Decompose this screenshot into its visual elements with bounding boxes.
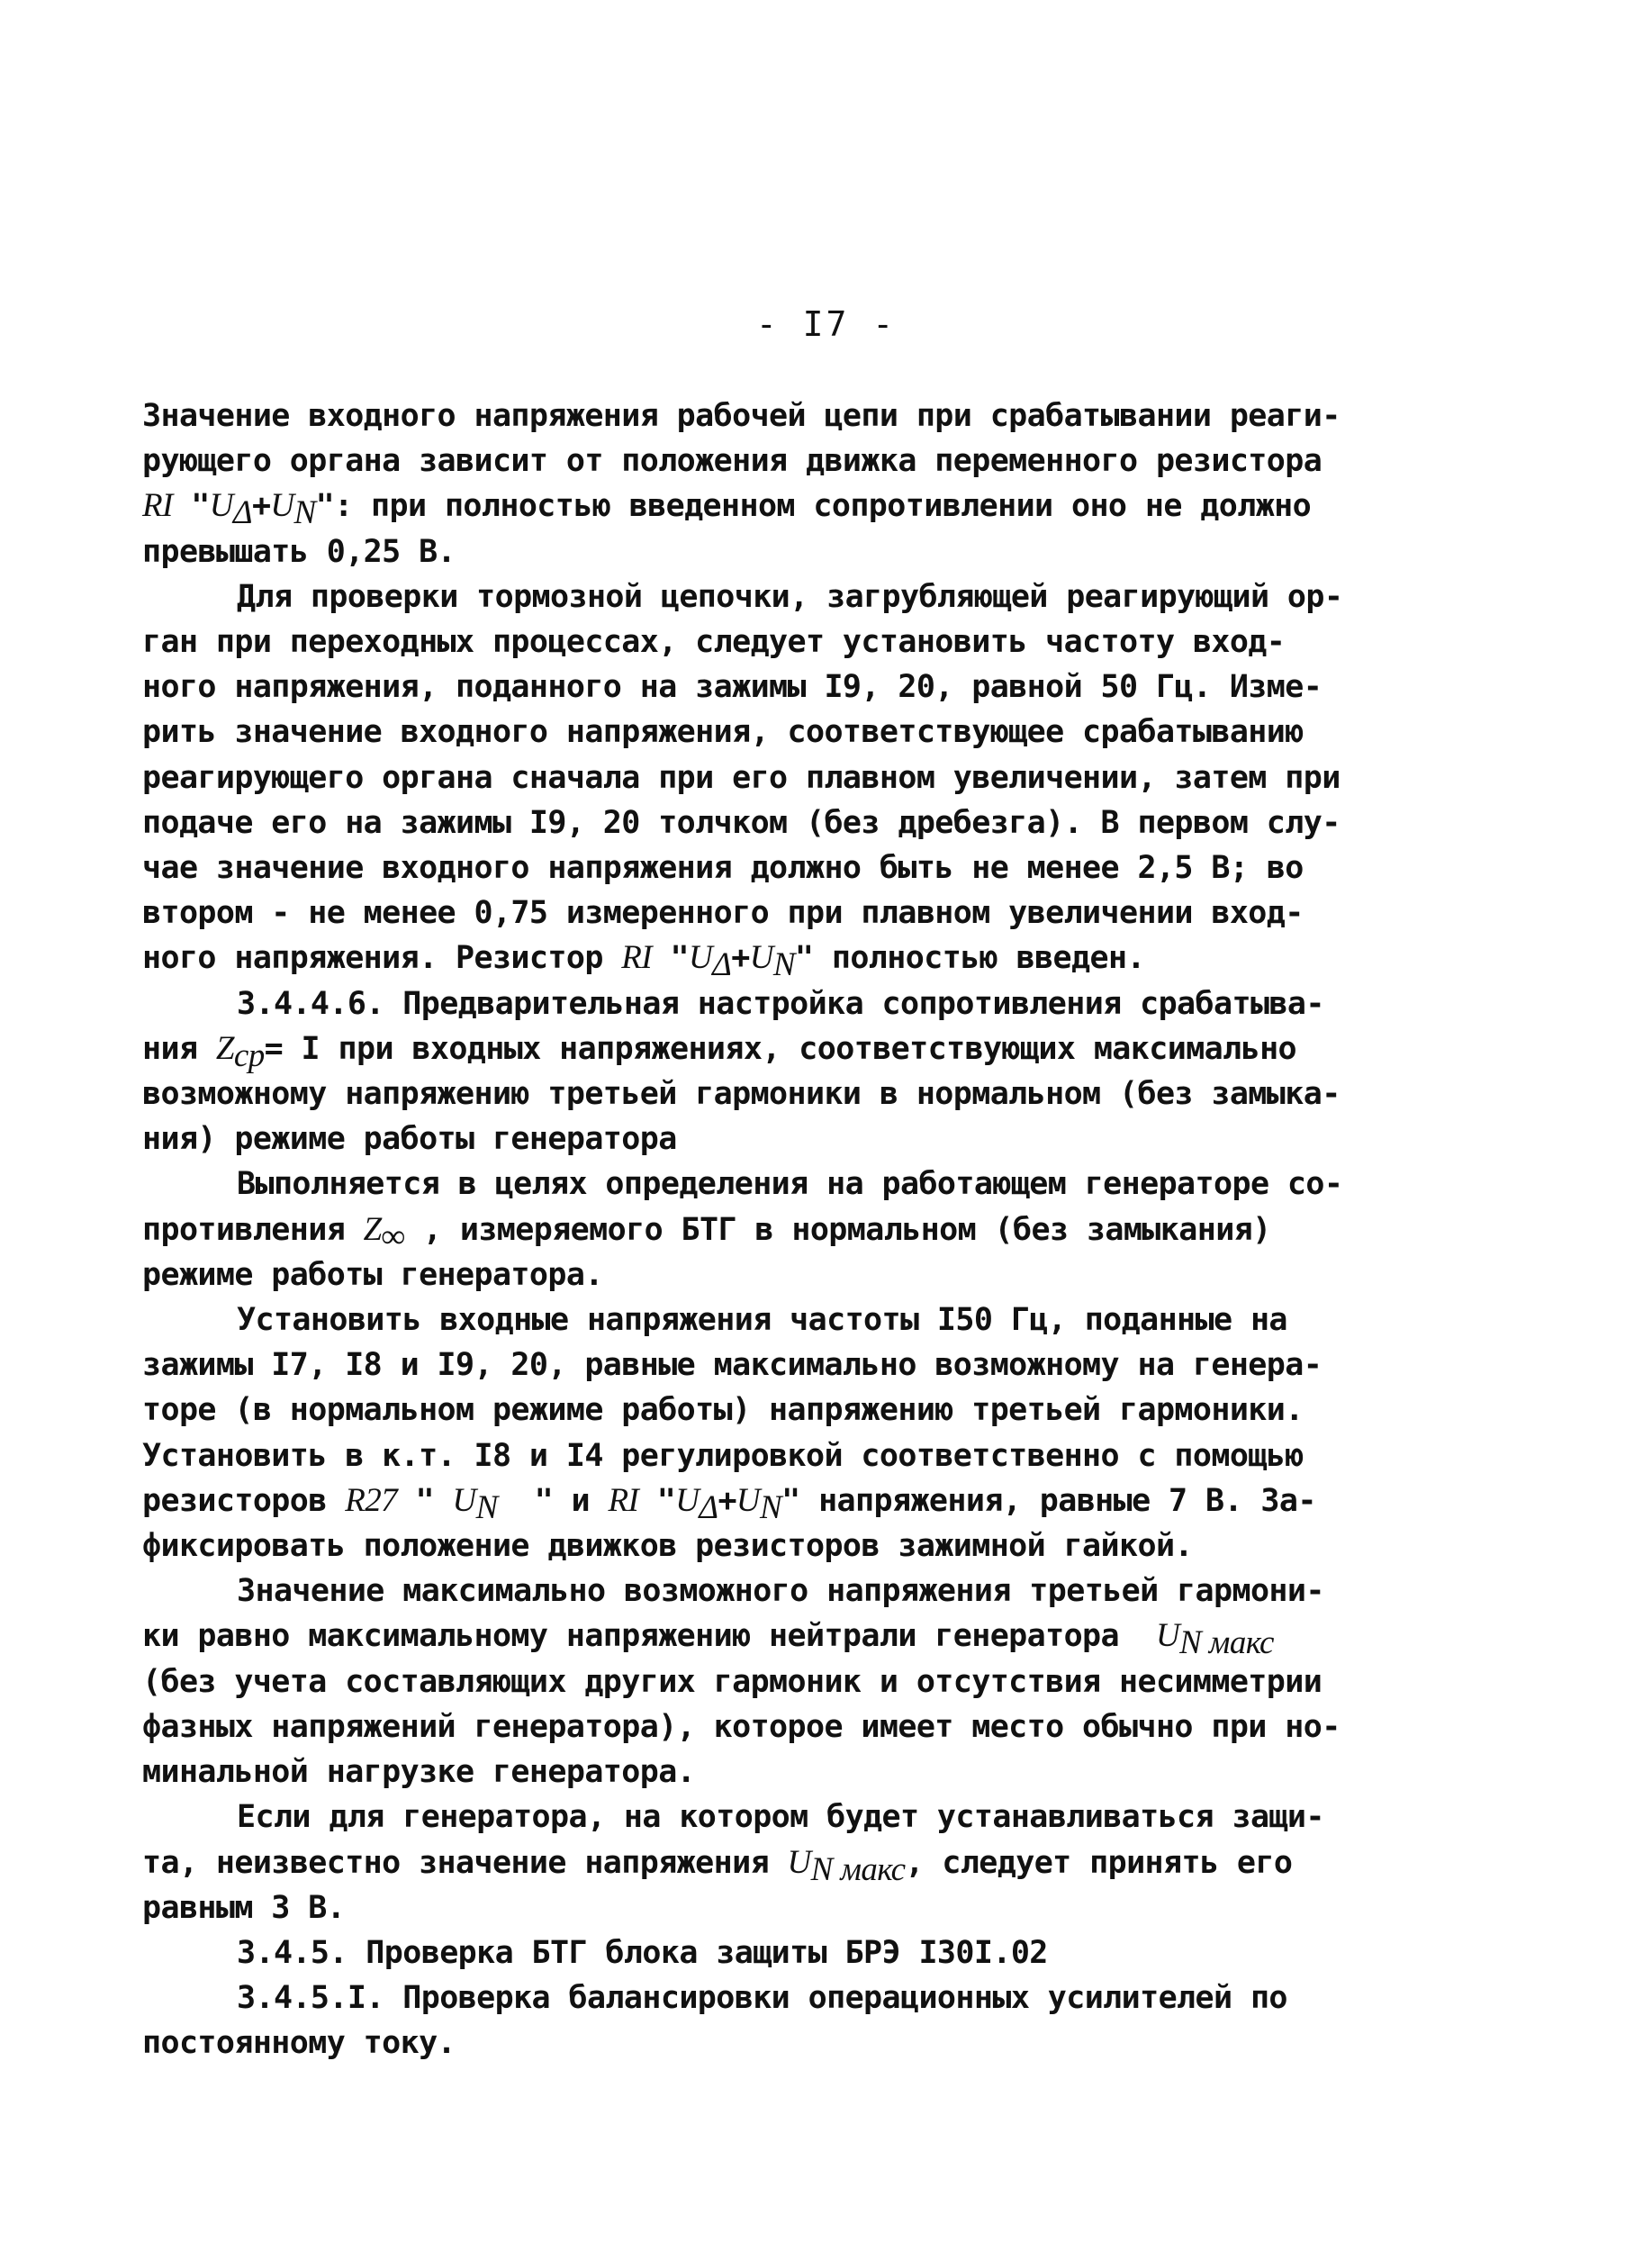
text-segment: втором - не менее 0,75 измеренного при плавном увеличении вход-: [142, 895, 1304, 932]
text-line: [142, 1523, 1349, 1568]
text-line: [142, 1885, 1349, 1930]
text-line: [142, 484, 1349, 532]
text-segment: Для проверки тормозной цепочки, загрубляющей реагирующий ор-: [237, 578, 1343, 615]
text-line: [142, 936, 1349, 984]
text-line: [142, 664, 1349, 710]
formula-subscript: ∞: [381, 1217, 405, 1255]
formula-subscript: N: [293, 494, 316, 532]
formula-symbol: Z: [215, 1029, 234, 1067]
text-segment: чае значение входного напряжения должно быть не менее 2,5 В; во: [142, 850, 1304, 887]
text-segment: Значение входного напряжения рабочей цепи при срабатывании реаги-: [142, 398, 1341, 434]
text-segment: ": [638, 1482, 676, 1519]
text-segment: противления: [142, 1211, 364, 1248]
text-segment: ки равно максимальному напряжению нейтрали генератора: [142, 1618, 1156, 1655]
text-line: [142, 1930, 1349, 1975]
formula-symbol: U: [736, 1481, 761, 1519]
text-line: [142, 845, 1349, 890]
text-segment: Значение максимально возможного напряжения третьей гармони-: [237, 1573, 1324, 1610]
text-line: [142, 1388, 1349, 1433]
text-line: [142, 393, 1349, 438]
text-segment: ": [652, 940, 689, 977]
text-segment: " напряжения, равные 7 В. За-: [781, 1482, 1316, 1519]
text-line: [142, 1704, 1349, 1749]
text-line: [142, 1975, 1349, 2020]
text-segment: " полностью введен.: [794, 940, 1145, 977]
formula-symbol: R27: [345, 1481, 398, 1519]
text-line: [142, 1116, 1349, 1162]
formula-symbol: RI: [608, 1481, 639, 1519]
formula-symbol: RI: [142, 487, 173, 525]
text-line: [142, 1614, 1349, 1662]
formula-symbol: Z: [363, 1210, 382, 1248]
text-line: [142, 619, 1349, 664]
text-segment: рующего органа зависит от положения движка переменного резистора: [142, 443, 1323, 480]
formula-symbol: U: [209, 487, 233, 525]
text-segment: ": [172, 488, 210, 525]
text-line: [142, 1568, 1349, 1614]
formula-subscript: N макс: [810, 1850, 906, 1888]
page-number: - I7 -: [755, 304, 897, 344]
text-segment: фазных напряжений генератора), которое имеет место обычно при но-: [142, 1708, 1341, 1745]
text-line: [142, 2020, 1349, 2066]
text-segment: = I при входных напряжениях, соответствующих максимально: [264, 1030, 1297, 1067]
text-line: [142, 981, 1349, 1026]
formula-symbol: U: [675, 1481, 700, 1519]
formula-subscript: N: [475, 1488, 498, 1526]
text-segment: 3.4.5. Проверка БТГ блока защиты БРЭ I30I.02: [237, 1934, 1048, 1971]
text-line: [142, 1297, 1349, 1342]
text-line: [142, 1433, 1349, 1478]
text-segment: , измеряемого БТГ в нормальном (без замыкания): [404, 1211, 1271, 1248]
text-segment: подаче его на зажимы I9, 20 толчком (без дребезга). В первом слу-: [142, 804, 1341, 841]
text-segment: +: [718, 1482, 736, 1519]
text-line: [142, 1342, 1349, 1388]
text-segment: +: [251, 488, 271, 525]
formula-subscript: N макс: [1179, 1624, 1274, 1662]
text-line: [142, 800, 1349, 845]
text-line: [142, 755, 1349, 800]
text-segment: (без учета составляющих других гармоник и отсутствия несимметрии: [142, 1663, 1323, 1700]
text-segment: ": [397, 1482, 453, 1519]
formula-symbol: U: [787, 1843, 811, 1881]
text-segment: " и: [497, 1482, 609, 1519]
text-segment: зажимы I7, I8 и I9, 20, равные максимально возможному на генера-: [142, 1347, 1323, 1384]
text-segment: Выполняется в целях определения на работающем генераторе со-: [237, 1166, 1343, 1203]
text-segment: +: [731, 940, 750, 977]
text-line: [142, 1840, 1349, 1888]
text-segment: резисторов: [142, 1482, 346, 1519]
text-segment: минальной нагрузке генератора.: [142, 1754, 696, 1791]
formula-symbol: U: [688, 939, 713, 977]
formula-symbol: U: [452, 1481, 476, 1519]
text-segment: торе (в нормальном режиме работы) напряжению третьей гармоники.: [142, 1392, 1304, 1429]
text-segment: возможному напряжению третьей гармоники в нормальном (без замыка-: [142, 1076, 1341, 1113]
text-segment: реагирующего органа сначала при его плавном увеличении, затем при: [142, 759, 1341, 796]
text-line: [142, 1794, 1349, 1840]
document-body: [142, 393, 1349, 2066]
text-line: [142, 1071, 1349, 1116]
text-segment: Если для генератора, на котором будет устанавливаться защи-: [237, 1799, 1324, 1836]
text-line: [142, 574, 1349, 619]
formula-subscript: ср: [233, 1036, 265, 1074]
formula-subscript: Δ: [232, 494, 252, 532]
text-line: [142, 1026, 1349, 1074]
text-segment: 3.4.4.6. Предварительная настройка сопротивления срабатыва-: [237, 985, 1324, 1022]
text-segment: превышать 0,25 В.: [142, 533, 456, 570]
text-line: [142, 1207, 1349, 1255]
text-line: [142, 438, 1349, 484]
text-segment: 3.4.5.I. Проверка балансировки операционных усилителей по: [237, 1980, 1287, 2017]
formula-symbol: U: [1155, 1617, 1180, 1655]
text-line: [142, 529, 1349, 574]
text-segment: ного напряжения, поданного на зажимы I9, 20, равной 50 Гц. Изме-: [142, 669, 1323, 706]
formula-subscript: N: [760, 1488, 782, 1526]
text-segment: равным 3 В.: [142, 1889, 346, 1926]
text-line: [142, 1659, 1349, 1704]
text-segment: Установить в к.т. I8 и I4 регулировкой соответственно с помощью: [142, 1437, 1304, 1474]
text-line: [142, 890, 1349, 936]
formula-symbol: U: [749, 939, 773, 977]
text-segment: рить значение входного напряжения, соответствующее срабатыванию: [142, 714, 1304, 751]
formula-subscript: N: [772, 946, 795, 984]
text-segment: Установить входные напряжения частоты I50 Гц, поданные на: [237, 1302, 1287, 1339]
text-segment: ган при переходных процессах, следует установить частоту вход-: [142, 624, 1286, 661]
text-segment: режиме работы генератора.: [142, 1256, 603, 1293]
formula-symbol: RI: [621, 939, 653, 977]
text-segment: ": при полностью введенном сопротивлении оно не должно: [315, 488, 1312, 525]
text-segment: ного напряжения. Резистор: [142, 940, 622, 977]
formula-subscript: Δ: [712, 946, 732, 984]
text-line: [142, 1478, 1349, 1526]
text-line: [142, 1749, 1349, 1794]
text-segment: фиксировать положение движков резисторов зажимной гайкой.: [142, 1528, 1193, 1565]
text-segment: ния: [142, 1030, 216, 1067]
text-segment: постоянному току.: [142, 2025, 456, 2062]
text-line: [142, 1252, 1349, 1297]
text-segment: ния) режиме работы генератора: [142, 1121, 677, 1158]
text-segment: , следует принять его: [905, 1844, 1293, 1881]
formula-subscript: Δ: [699, 1488, 718, 1526]
text-line: [142, 710, 1349, 755]
text-segment: та, неизвестно значение напряжения: [142, 1844, 788, 1881]
formula-symbol: U: [270, 487, 294, 525]
text-line: [142, 1162, 1349, 1207]
